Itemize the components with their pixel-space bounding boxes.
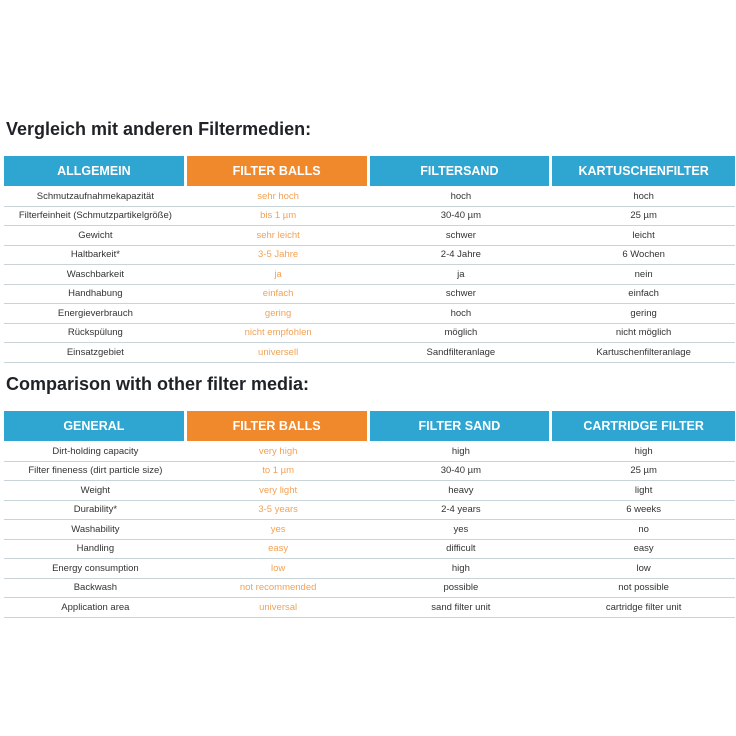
- table-row: [4, 265, 735, 285]
- filter-sand-cell: difficult: [370, 540, 553, 560]
- filter-sand-cell: 30-40 µm: [370, 462, 553, 482]
- cartridge-filter-cell: not possible: [552, 579, 735, 599]
- cartridge-filter-cell: nicht möglich: [552, 324, 735, 344]
- filter-sand-cell: possible: [370, 579, 553, 599]
- filter-balls-cell: universell: [187, 343, 370, 363]
- filter-balls-cell: to 1 µm: [187, 462, 370, 482]
- property-cell: Rückspülung: [4, 324, 187, 344]
- cartridge-filter-cell: einfach: [552, 285, 735, 305]
- table-row: [4, 343, 735, 363]
- table-row: [4, 207, 735, 227]
- column-header-filter-sand: FILTERSAND: [370, 156, 553, 186]
- property-cell: Schmutzaufnahmekapazität: [4, 186, 187, 207]
- property-cell: Weight: [4, 481, 187, 501]
- column-header-general: ALLGEMEIN: [4, 156, 187, 186]
- filter-sand-cell: hoch: [370, 304, 553, 324]
- column-header-filter-balls: FILTER BALLS: [187, 156, 370, 186]
- filter-balls-cell: einfach: [187, 285, 370, 305]
- filter-sand-cell: high: [370, 559, 553, 579]
- property-cell: Filter fineness (dirt particle size): [4, 462, 187, 482]
- table-row: [4, 520, 735, 540]
- property-cell: Waschbarkeit: [4, 265, 187, 285]
- filter-balls-cell: 3-5 Jahre: [187, 246, 370, 266]
- cartridge-filter-cell: 6 Wochen: [552, 246, 735, 266]
- property-cell: Backwash: [4, 579, 187, 599]
- filter-balls-cell: very high: [187, 441, 370, 462]
- cartridge-filter-cell: 6 weeks: [552, 501, 735, 521]
- property-cell: Energieverbrauch: [4, 304, 187, 324]
- column-header-filter-balls: FILTER BALLS: [187, 411, 370, 441]
- filter-balls-cell: very light: [187, 481, 370, 501]
- table-row: [4, 226, 735, 246]
- filter-balls-cell: ja: [187, 265, 370, 285]
- english-section-title: Comparison with other filter media:: [6, 374, 310, 394]
- table-row: [4, 481, 735, 501]
- table-row: [4, 441, 735, 462]
- cartridge-filter-cell: nein: [552, 265, 735, 285]
- table-row: [4, 324, 735, 344]
- cartridge-filter-cell: cartridge filter unit: [552, 598, 735, 618]
- cartridge-filter-cell: easy: [552, 540, 735, 560]
- filter-sand-cell: ja: [370, 265, 553, 285]
- filter-balls-cell: bis 1 µm: [187, 207, 370, 227]
- table-row: [4, 559, 735, 579]
- cartridge-filter-cell: light: [552, 481, 735, 501]
- filter-sand-cell: Sandfilteranlage: [370, 343, 553, 363]
- filter-balls-cell: gering: [187, 304, 370, 324]
- cartridge-filter-cell: leicht: [552, 226, 735, 246]
- filter-sand-cell: schwer: [370, 285, 553, 305]
- english-comparison-section: [4, 371, 735, 618]
- filter-sand-cell: high: [370, 441, 553, 462]
- cartridge-filter-cell: low: [552, 559, 735, 579]
- filter-sand-cell: 30-40 µm: [370, 207, 553, 227]
- filter-sand-cell: möglich: [370, 324, 553, 344]
- column-header-filter-sand: FILTER SAND: [370, 411, 553, 441]
- table-header-row: [4, 411, 735, 441]
- cartridge-filter-cell: 25 µm: [552, 462, 735, 482]
- filter-balls-cell: easy: [187, 540, 370, 560]
- filter-balls-cell: low: [187, 559, 370, 579]
- filter-sand-cell: heavy: [370, 481, 553, 501]
- table-row: [4, 598, 735, 618]
- german-comparison-section: [4, 116, 735, 363]
- table-row: [4, 462, 735, 482]
- filter-sand-cell: schwer: [370, 226, 553, 246]
- english-comparison-table: [4, 411, 735, 618]
- property-cell: Durability*: [4, 501, 187, 521]
- english-table-body: [4, 441, 735, 618]
- property-cell: Handling: [4, 540, 187, 560]
- column-header-cartridge-filter: KARTUSCHENFILTER: [552, 156, 735, 186]
- cartridge-filter-cell: no: [552, 520, 735, 540]
- filter-sand-cell: hoch: [370, 186, 553, 207]
- filter-balls-cell: 3-5 years: [187, 501, 370, 521]
- property-cell: Haltbarkeit*: [4, 246, 187, 266]
- property-cell: Application area: [4, 598, 187, 618]
- property-cell: Gewicht: [4, 226, 187, 246]
- column-header-general: GENERAL: [4, 411, 187, 441]
- german-table-body: [4, 186, 735, 363]
- filter-balls-cell: sehr leicht: [187, 226, 370, 246]
- table-row: [4, 304, 735, 324]
- cartridge-filter-cell: high: [552, 441, 735, 462]
- table-row: [4, 501, 735, 521]
- property-cell: Einsatzgebiet: [4, 343, 187, 363]
- property-cell: Washability: [4, 520, 187, 540]
- german-section-title: Vergleich mit anderen Filtermedien:: [6, 119, 312, 139]
- german-comparison-table: [4, 156, 735, 363]
- filter-sand-cell: 2-4 Jahre: [370, 246, 553, 266]
- cartridge-filter-cell: hoch: [552, 186, 735, 207]
- filter-balls-cell: not recommended: [187, 579, 370, 599]
- filter-sand-cell: 2-4 years: [370, 501, 553, 521]
- table-row: [4, 246, 735, 266]
- filter-balls-cell: universal: [187, 598, 370, 618]
- table-row: [4, 540, 735, 560]
- property-cell: Handhabung: [4, 285, 187, 305]
- filter-balls-cell: nicht empfohlen: [187, 324, 370, 344]
- cartridge-filter-cell: 25 µm: [552, 207, 735, 227]
- cartridge-filter-cell: Kartuschenfilteranlage: [552, 343, 735, 363]
- filter-balls-cell: yes: [187, 520, 370, 540]
- column-header-cartridge-filter: CARTRIDGE FILTER: [552, 411, 735, 441]
- table-row: [4, 285, 735, 305]
- table-row: [4, 579, 735, 599]
- property-cell: Filterfeinheit (Schmutzpartikelgröße): [4, 207, 187, 227]
- cartridge-filter-cell: gering: [552, 304, 735, 324]
- filter-balls-cell: sehr hoch: [187, 186, 370, 207]
- table-row: [4, 186, 735, 207]
- filter-sand-cell: yes: [370, 520, 553, 540]
- filter-sand-cell: sand filter unit: [370, 598, 553, 618]
- property-cell: Dirt-holding capacity: [4, 441, 187, 462]
- table-header-row: [4, 156, 735, 186]
- property-cell: Energy consumption: [4, 559, 187, 579]
